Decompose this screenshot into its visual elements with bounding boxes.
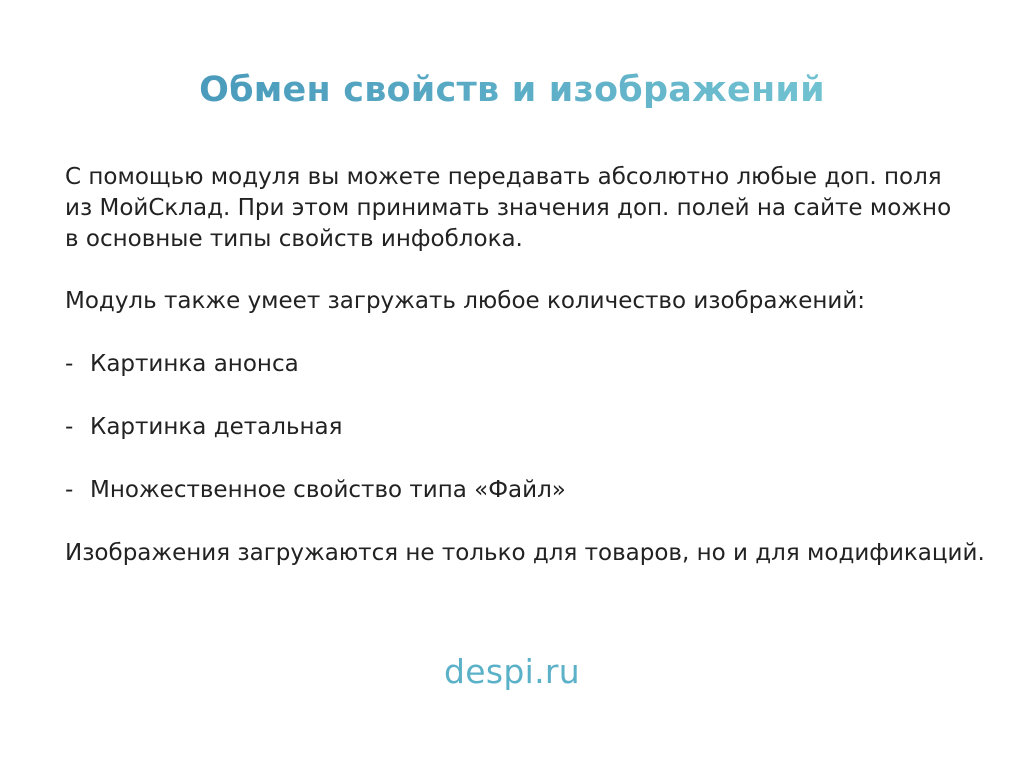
list-item xyxy=(65,412,985,443)
bullet-dash: - xyxy=(65,477,74,503)
list-item xyxy=(65,349,985,380)
bullet-dash: - xyxy=(65,414,74,440)
bullet-dash: - xyxy=(65,351,74,377)
list-item-label: Множественное свойство типа «Файл» xyxy=(90,477,566,503)
intro-paragraph: С помощью модуля вы можете передавать абсолютно любые доп. поля из МойСклад. При этом принимать значения доп. полей на сайте можно в основные типы свойств инфоблока. xyxy=(65,164,952,252)
slide-title: Обмен свойств и изображений xyxy=(0,70,1024,110)
list-item-label: Картинка детальная xyxy=(90,414,343,440)
list-item-label: Картинка анонса xyxy=(90,351,299,377)
list-item xyxy=(65,475,985,506)
image-types-list xyxy=(65,349,985,506)
slide-content xyxy=(65,162,985,569)
outro-paragraph: Изображения загружаются не только для товаров, но и для модификаций. xyxy=(65,540,985,566)
footer-site-name: despi.ru xyxy=(444,652,580,691)
images-paragraph: Модуль также умеет загружать любое количество изображений: xyxy=(65,288,866,314)
